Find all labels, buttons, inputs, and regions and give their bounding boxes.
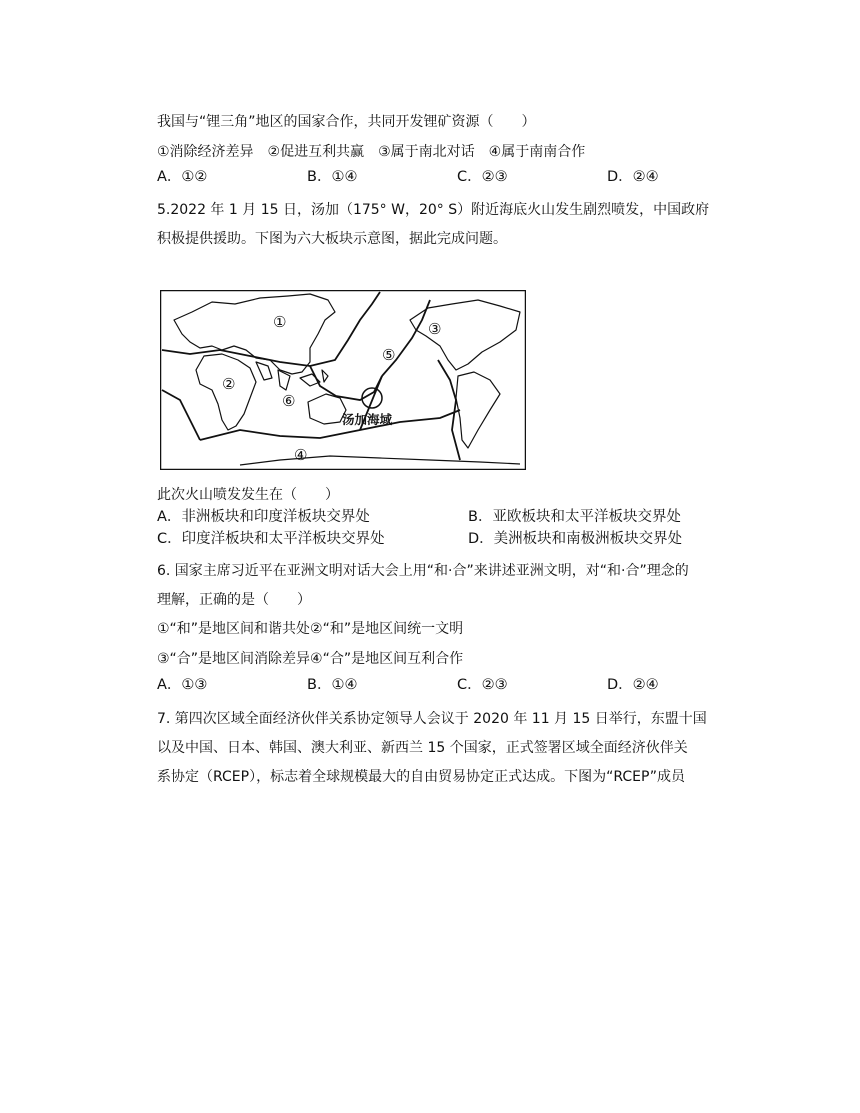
q7-line3: 系协定（RCEP），标志着全球规模最大的自由贸易协定正式达成。下图为“RCEP”成员 [157, 769, 685, 785]
plate-label-4: ④ [294, 446, 308, 464]
q6-option-d[interactable]: D．②④ [607, 677, 659, 693]
q4-stem: 我国与“锂三角”地区的国家合作，共同开发锂矿资源（ ） [157, 114, 536, 130]
q4-option-c[interactable]: C．②③ [457, 169, 508, 185]
q4-option-a[interactable]: A．①② [157, 169, 208, 185]
plate-label-6: ⑥ [282, 392, 296, 410]
q6-statements-line1: ①“和”是地区间和谐共处②“和”是地区间统一文明 [157, 621, 464, 637]
plate-label-2: ② [222, 375, 236, 393]
q6-stem-line2: 理解，正确的是（ ） [157, 592, 311, 608]
q5-stem-line2: 积极提供援助。下图为六大板块示意图，据此完成问题。 [157, 231, 507, 247]
tonga-area-label: 汤加海域 [342, 412, 393, 427]
q4-statements: ①消除经济差异 ②促进互利共赢 ③属于南北对话 ④属于南南合作 [157, 144, 586, 160]
q4-option-b[interactable]: B．①④ [307, 169, 358, 185]
q5-question: 此次火山喷发发生在（ ） [157, 487, 339, 503]
q6-statements-line2: ③“合”是地区间消除差异④“合”是地区间互利合作 [157, 651, 464, 667]
q7-line2: 以及中国、日本、韩国、澳大利亚、新西兰 15 个国家，正式签署区域全面经济伙伴关 [157, 740, 688, 756]
q6-option-c[interactable]: C．②③ [457, 677, 508, 693]
q4-option-d[interactable]: D．②④ [607, 169, 659, 185]
q5-option-b[interactable]: B．亚欧板块和太平洋板块交界处 [468, 509, 681, 525]
plate-label-1: ① [273, 313, 287, 331]
plate-label-3: ③ [428, 320, 442, 338]
q5-option-d[interactable]: D．美洲板块和南极洲板块交界处 [468, 531, 683, 547]
q6-option-b[interactable]: B．①④ [307, 677, 358, 693]
plate-label-5: ⑤ [382, 346, 396, 364]
q6-stem-line1: 6. 国家主席习近平在亚洲文明对话大会上用“和·合”来讲述亚洲文明，对“和·合”理念的 [157, 563, 689, 579]
plate-map [160, 290, 526, 470]
q6-option-a[interactable]: A．①③ [157, 677, 208, 693]
q5-stem-line1: 5.2022 年 1 月 15 日，汤加（175° W，20° S）附近海底火山发生剧烈喷发，中国政府 [157, 202, 710, 218]
q7-line1: 7. 第四次区域全面经济伙伴关系协定领导人会议于 2020 年 11 月 15 日举行，东盟十国 [157, 711, 707, 727]
q5-option-c[interactable]: C．印度洋板块和太平洋板块交界处 [157, 531, 385, 547]
q5-option-a[interactable]: A．非洲板块和印度洋板块交界处 [157, 509, 370, 525]
